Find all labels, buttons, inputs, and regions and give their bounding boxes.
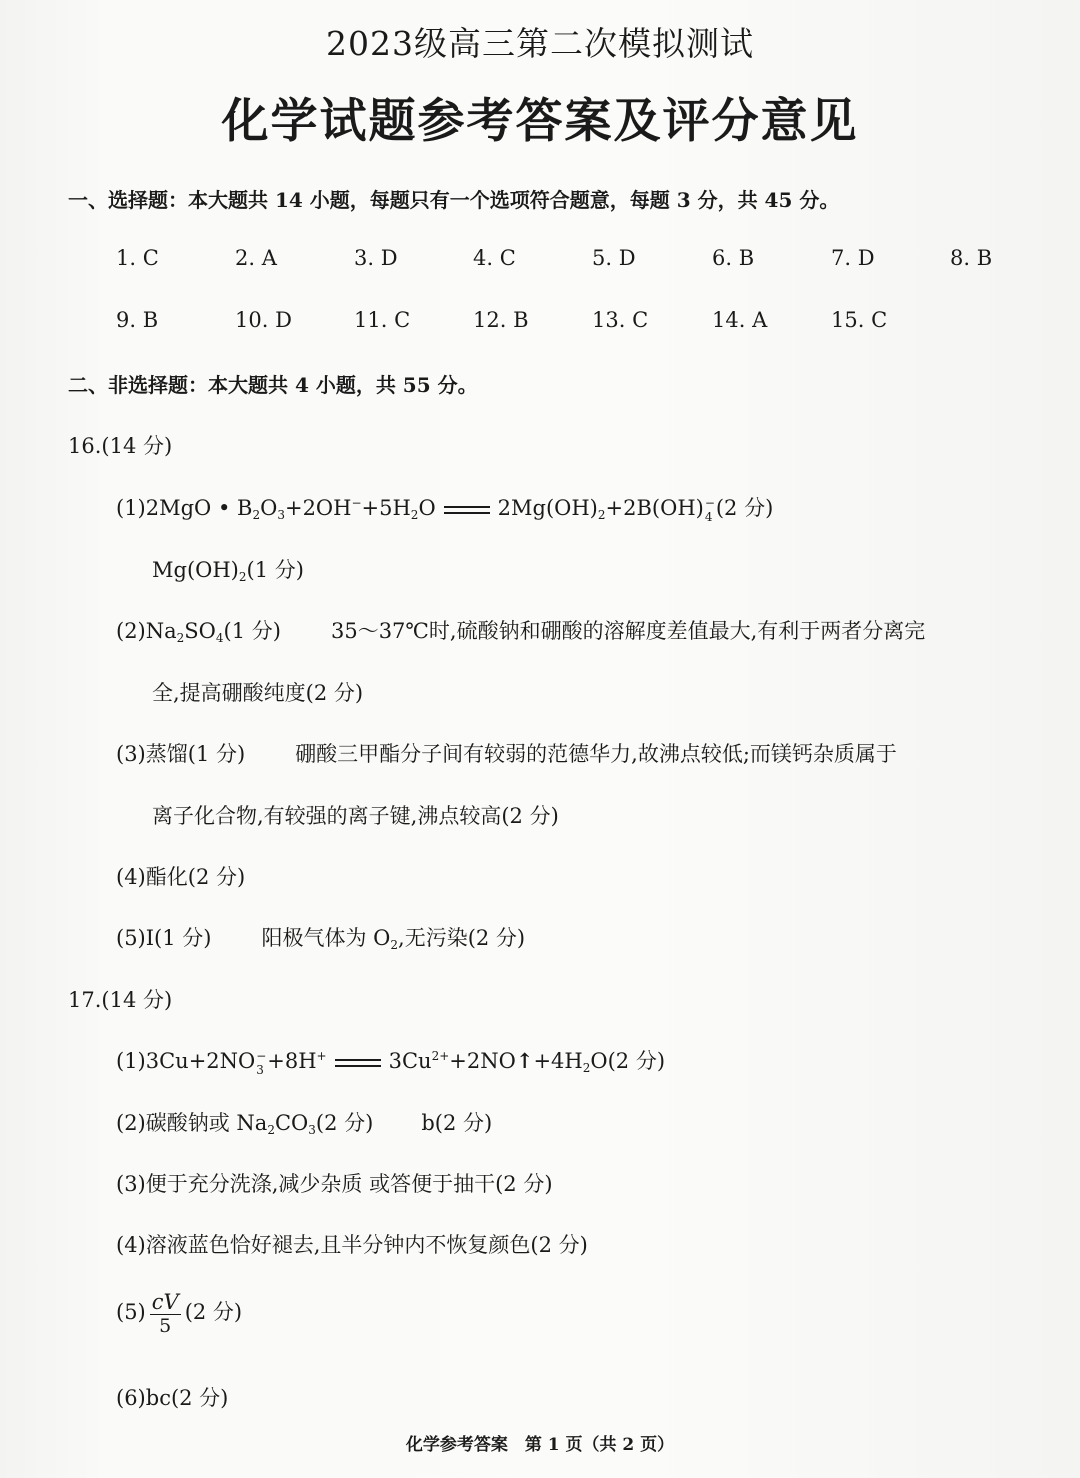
answer-item: 7. D xyxy=(831,246,875,270)
equals-sign-icon xyxy=(335,1059,381,1067)
q16-part3: (3)蒸馏(1 分) 硼酸三甲酯分子间有较弱的范德华力,故沸点较低;而镁钙杂质属于 xyxy=(116,742,897,766)
answer-item: 6. B xyxy=(712,246,755,270)
section1-heading: 一、选择题：本大题共 14 小题，每题只有一个选项符合题意，每题 3 分，共 45 分。 xyxy=(68,188,840,212)
gas-arrow-icon: ↑ xyxy=(515,1048,534,1073)
q17-part4: (4)溶液蓝色恰好褪去,且半分钟内不恢复颜色(2 分) xyxy=(116,1233,588,1257)
equals-sign-icon xyxy=(444,506,490,514)
q17-heading: 17.(14 分) xyxy=(68,988,173,1012)
answer-item: 13. C xyxy=(592,308,649,332)
answer-item: 2. A xyxy=(235,246,277,270)
exam-title: 2023级高三第二次模拟测试 xyxy=(326,24,754,63)
answer-item: 15. C xyxy=(831,308,888,332)
q17-part5: (5) $\frac{cV}{5}$ (2 分) xyxy=(116,1290,243,1337)
answer-item: 14. A xyxy=(712,308,768,332)
answer-item: 10. D xyxy=(235,308,292,332)
q16-part3-continued: 离子化合物,有较强的离子键,沸点较高(2 分) xyxy=(152,804,559,828)
q16-part2-continued: 全,提高硼酸纯度(2 分) xyxy=(152,681,364,705)
document-title: 化学试题参考答案及评分意见 xyxy=(221,94,859,149)
answer-item: 3. D xyxy=(354,246,398,270)
answer-item: 5. D xyxy=(592,246,636,270)
answer-item: 9. B xyxy=(116,308,159,332)
answer-item: 11. C xyxy=(354,308,411,332)
q16-part1: (1)2MgO • $B_2O_3+2OH^-+5H_2O$ $2Mg(OH)_2+2B(OH)$ − 4 (2 分) xyxy=(116,495,774,524)
q17-part1: (1)3Cu+2NO − 3 +8H+ $3Cu^{2+}+2NO↑+4H_2O(2$ 分) xyxy=(116,1048,666,1077)
q16-part2: $(2)Na_2SO_4(1$ 分) 35～37℃时,硫酸钠和硼酸的溶解度差值最大,有利于两者分离完 xyxy=(116,619,926,645)
answer-item: 8. B xyxy=(950,246,993,270)
answer-item: 1. C xyxy=(116,246,159,270)
page-footer: 化学参考答案 第 1 页（共 2 页） xyxy=(405,1435,675,1455)
q16-part5: (5)I(1 分) 阳极气体为 $O_2$,无污染(2 分) xyxy=(116,926,526,952)
q16-part4: (4)酯化(2 分) xyxy=(116,865,246,889)
q17-part2: (2)碳酸钠或 $Na_2CO_3(2$ 分) b(2 分) xyxy=(116,1111,493,1137)
q16-heading: 16.(14 分) xyxy=(68,434,173,458)
answer-item: 12. B xyxy=(473,308,529,332)
fraction: $\frac{cV}{5}$ xyxy=(151,1290,179,1337)
q17-part3: (3)便于充分洗涤,减少杂质 或答便于抽干(2 分) xyxy=(116,1172,553,1196)
q17-part6: (6)bc(2 分) xyxy=(116,1386,229,1410)
section2-heading: 二、非选择题：本大题共 4 小题，共 55 分。 xyxy=(68,373,478,397)
q16-part1-answer2: $Mg(OH)_2(1$ 分) xyxy=(152,558,304,584)
answer-item: 4. C xyxy=(473,246,516,270)
